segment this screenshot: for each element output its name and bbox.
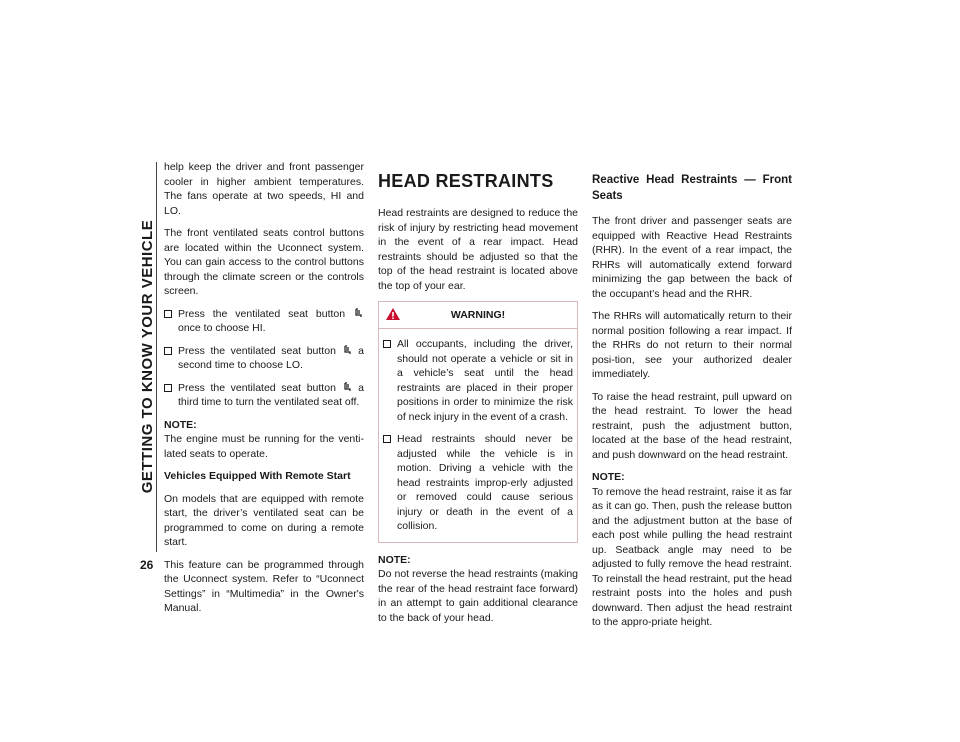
- column-reactive-head-restraints: [592, 160, 792, 638]
- note: [378, 553, 578, 626]
- bullet-box-icon: [164, 310, 172, 318]
- paragraph: The RHRs will automatically return to their normal position following a rear impact. If the RHRs do not return to their normal posi-tion, see your authorized dealer immediately.: [592, 310, 792, 380]
- section-side-tab: [138, 166, 158, 546]
- note-text: To remove the head restraint, raise it as far as it can go. Then, push the release button and the adjustment button at the base of each post while pulling the head restraint up. Seatback angle may need to be adjusted to fully remove the head restraint. To reinstall the head restraint, put the head restraint posts into the holes and push downward. Then adjust the head restraint to the appro-priate height.: [592, 485, 792, 628]
- note-label: NOTE:: [592, 471, 625, 483]
- paragraph: Head restraints are designed to reduce the risk of injury by restricting head movement in the event of a rear impact. Head restraints should be adjusted so that the top of the head restraint is located above the top of your ear.: [378, 207, 578, 292]
- subheading: Vehicles Equipped With Remote Start: [164, 470, 351, 482]
- ventilated-seat-icon: [354, 308, 363, 318]
- list-item: Press the ventilated seat button a second time to choose LO.: [164, 344, 364, 373]
- page-number: 26: [140, 558, 154, 572]
- paragraph: To raise the head restraint, pull upward on the head restraint. To lower the head restraint, push the adjustment button, located at the base of the head restraint, and push downward on the head restraint.: [592, 390, 792, 461]
- button-steps-list: [164, 307, 364, 410]
- list-item: Press the ventilated seat button once to choose HI.: [164, 307, 364, 336]
- vertical-divider: [156, 162, 157, 552]
- note: [592, 470, 792, 630]
- section-title: GETTING TO KNOW YOUR VEHICLE: [139, 219, 157, 493]
- warning-list: [383, 337, 573, 534]
- note-text: Do not reverse the head restraints (making the rear of the head restraint face forward) in an attempt to gain additional clearance to the back of your head.: [378, 568, 578, 624]
- list-item: Head restraints should never be adjusted while the vehicle is in motion. Driving a vehicle with the head restraints improp-erly adjusted or removed could cause serious injury or death in the event of a collision.: [383, 432, 573, 534]
- column-head-restraints: [378, 160, 578, 633]
- paragraph: This feature can be programmed through the Uconnect system. Refer to “Uconnect Settings” in “Multimedia” in the Owner's Manual.: [164, 558, 364, 614]
- warning-triangle-icon: [385, 307, 401, 326]
- subsection-heading: Reactive Head Restraints — Front Seats: [592, 174, 792, 202]
- ventilated-seat-icon: [343, 345, 352, 355]
- bullet-box-icon: [383, 340, 391, 348]
- note-label: NOTE:: [164, 418, 197, 431]
- column-ventilated-seats: [164, 160, 364, 624]
- bullet-box-icon: [383, 435, 391, 443]
- note-text: The engine must be running for the venti-lated seats to operate.: [164, 433, 364, 460]
- bullet-box-icon: [164, 347, 172, 355]
- ventilated-seat-icon: [343, 382, 352, 392]
- bullet-box-icon: [164, 384, 172, 392]
- section-heading: HEAD RESTRAINTS: [378, 171, 554, 191]
- warning-title: WARNING!: [450, 308, 506, 321]
- list-item: Press the ventilated seat button a third time to turn the ventilated seat off.: [164, 381, 364, 410]
- note: [164, 418, 364, 462]
- paragraph: The front driver and passenger seats are equipped with Reactive Head Restraints (RHR). In the event of a rear impact, the RHRs will automatically extend forward minimizing the gap between the back of the occupant’s head and the RHR.: [592, 215, 792, 300]
- paragraph: On models that are equipped with remote start, the driver’s ventilated seat can be programmed to come on during a remote start.: [164, 492, 364, 548]
- warning-box: [378, 301, 578, 543]
- list-item: All occupants, including the driver, should not operate a vehicle or sit in a vehicle’s seat until the head restraints are placed in their proper positions in order to minimize the risk of neck injury in the event of a crash.: [383, 337, 573, 424]
- paragraph: help keep the driver and front passenger cooler in higher ambient temperatures. The fans operate at two speeds, HI and LO.: [164, 161, 364, 217]
- warning-header: [379, 302, 577, 329]
- warning-body: [379, 329, 577, 534]
- note-label: NOTE:: [378, 553, 411, 566]
- paragraph: The front ventilated seats control buttons are located within the Uconnect system. You can gain access to the control buttons through the climate screen or the controls screen.: [164, 227, 364, 297]
